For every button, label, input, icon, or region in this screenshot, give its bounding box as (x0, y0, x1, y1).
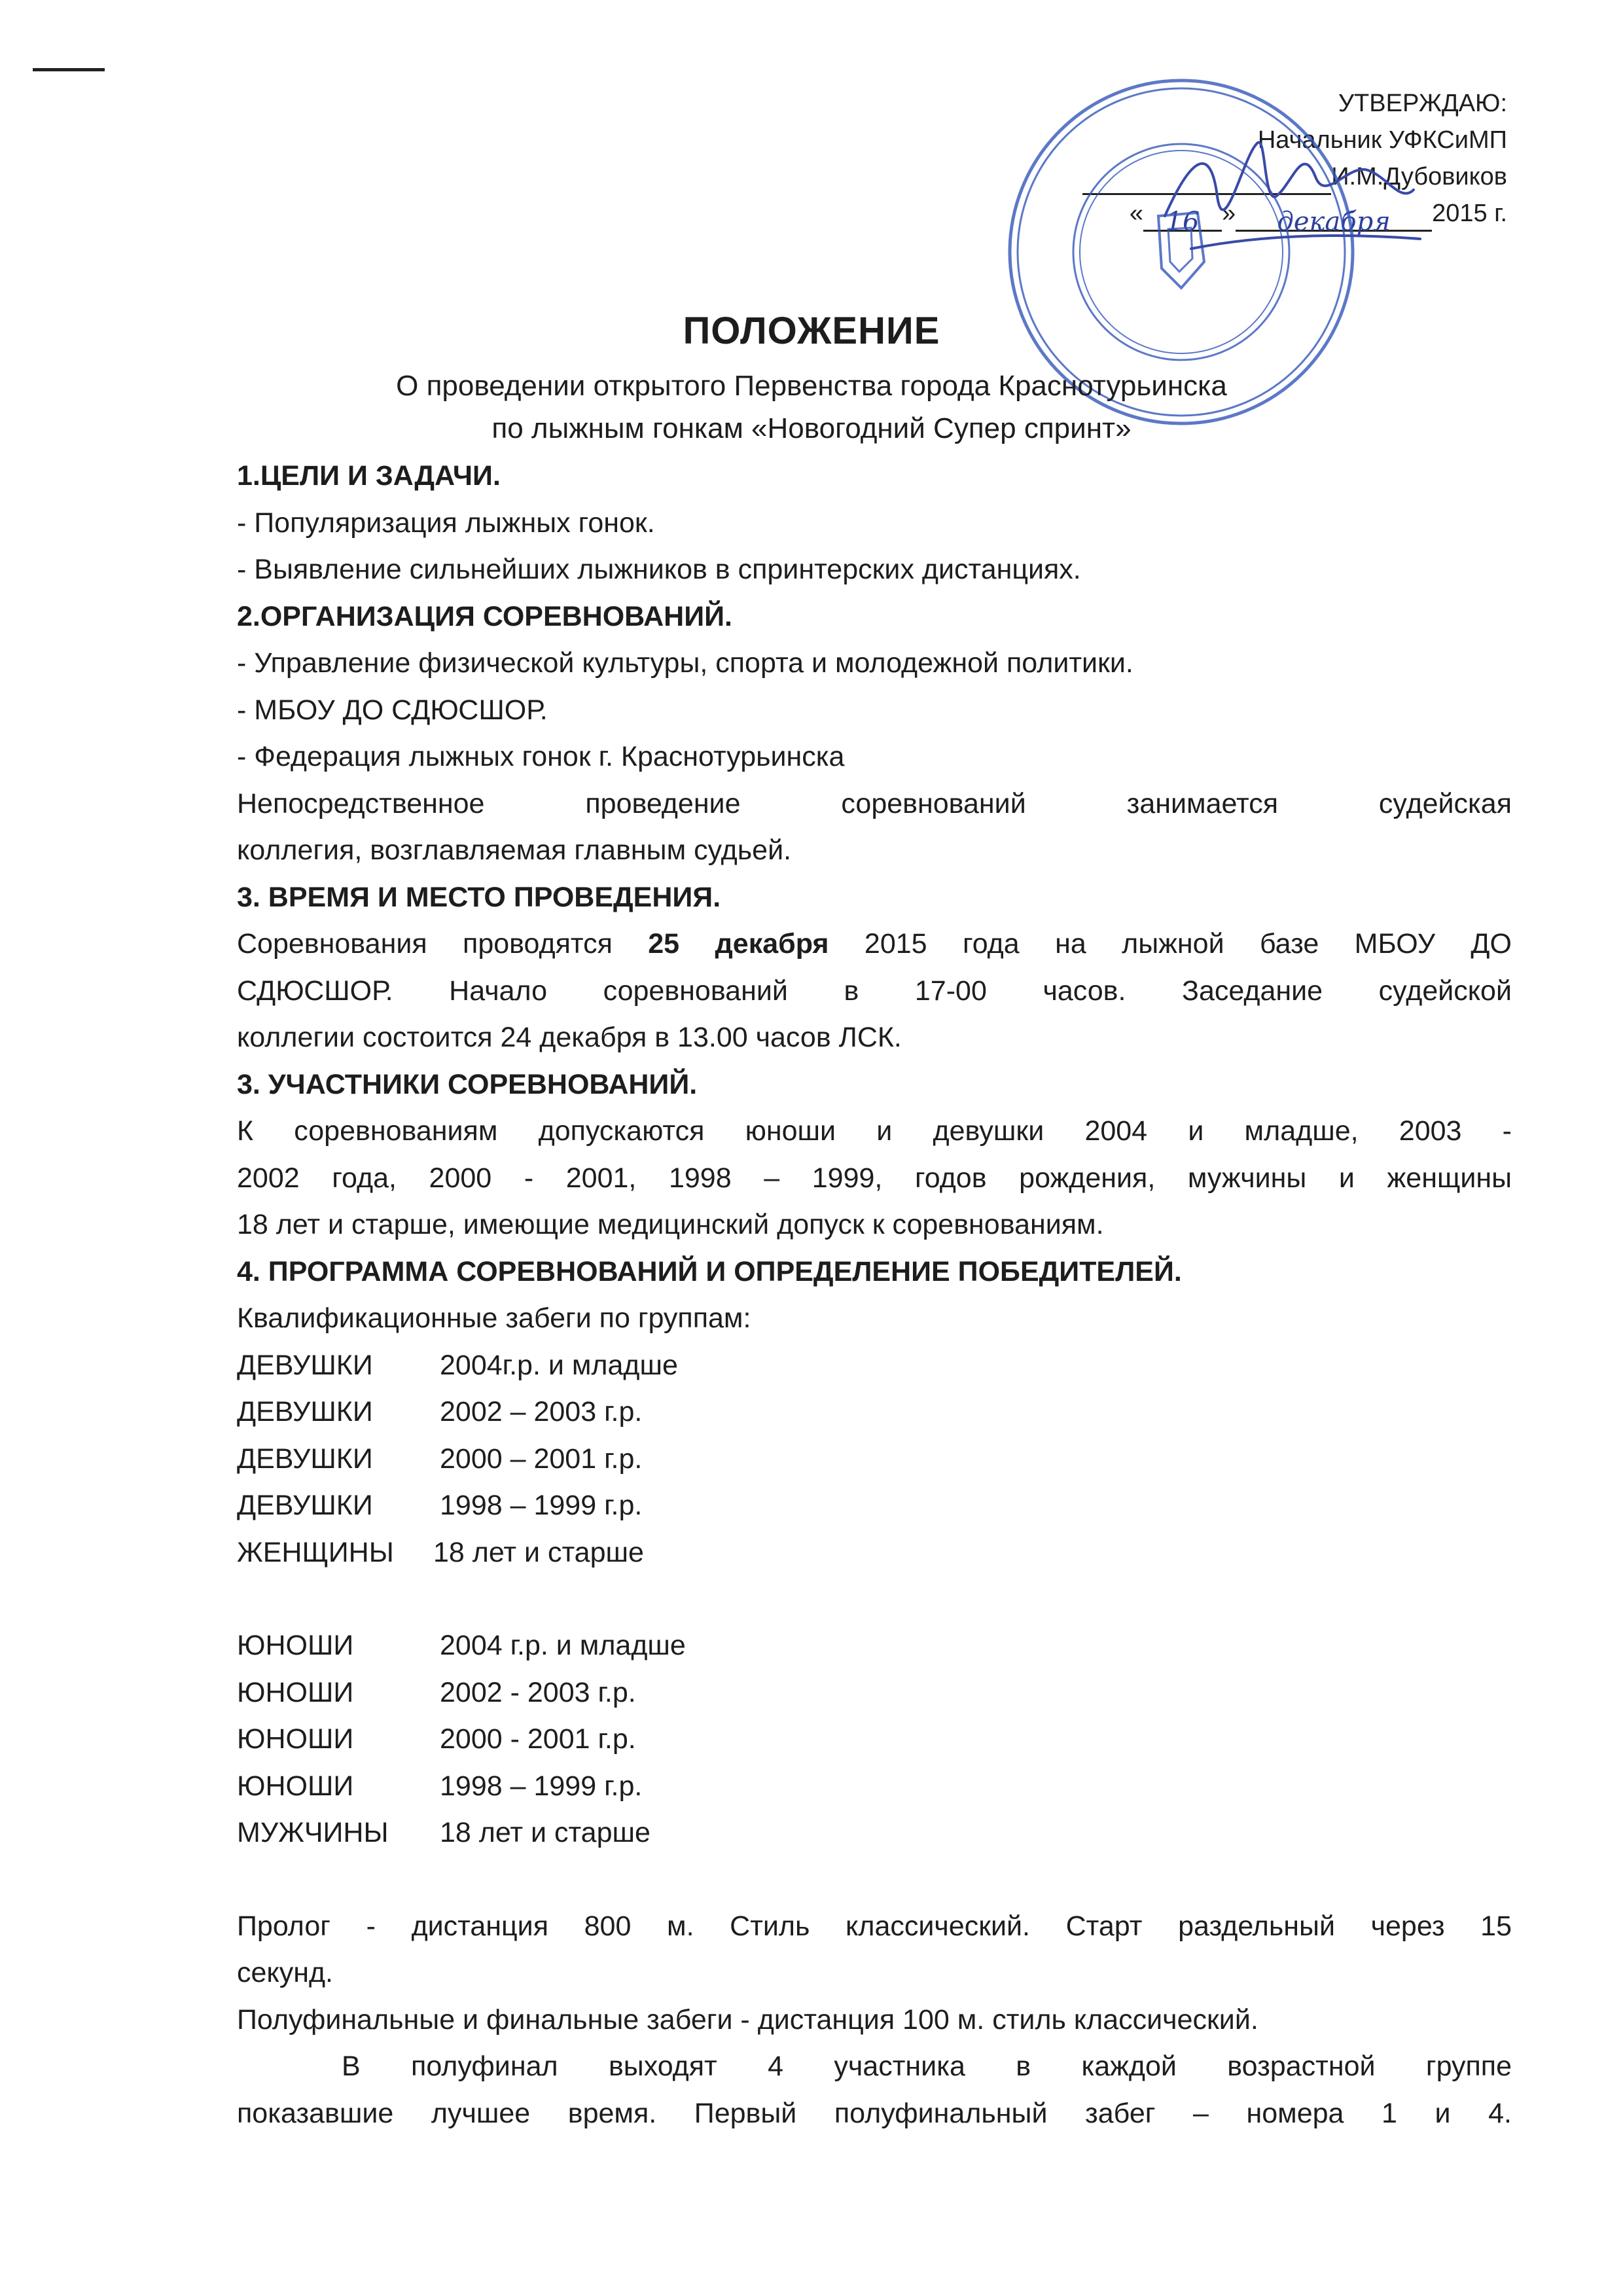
list-item (237, 1389, 1512, 1436)
group-name: ДЕВУШКИ (237, 1443, 373, 1475)
section-3-line-1 (237, 921, 1512, 968)
approver-position: Начальник УФКСиМП (1257, 126, 1507, 154)
group-name: ЖЕНЩИНЫ (237, 1536, 394, 1568)
date-open-quote: « (1129, 200, 1143, 227)
list-item (237, 1670, 1512, 1717)
list-item (237, 1763, 1512, 1810)
group-years: 2002 - 2003 г.р. (440, 1676, 636, 1708)
list-item (237, 1342, 1512, 1390)
group-years: 18 лет и старше (440, 1817, 651, 1848)
semifinal-line: Полуфинальные и финальные забеги - дистанция 100 м. стиль классический. (237, 2003, 1258, 2036)
group-name: ДЕВУШКИ (237, 1490, 373, 1521)
section-3-heading: 3. ВРЕМЯ И МЕСТО ПРОВЕДЕНИЯ. (237, 881, 721, 913)
group-name: ЮНОШИ (237, 1630, 354, 1661)
group-years: 2000 - 2001 г.р. (440, 1723, 636, 1755)
group-name: ДЕВУШКИ (237, 1396, 373, 1427)
group-name: ДЕВУШКИ (237, 1349, 373, 1381)
approve-word: УТВЕРЖДАЮ: (1338, 90, 1507, 117)
group-name: ЮНОШИ (237, 1770, 354, 1802)
list-item (237, 1810, 1512, 1857)
section-2-heading: 2.ОРГАНИЗАЦИЯ СОРЕВНОВАНИЙ. (237, 600, 732, 632)
prolog-line-1: Пролог - дистанция 800 м. Стиль классический. Старт раздельный через 15 (237, 1910, 1512, 1942)
female-groups-list (237, 1342, 1512, 1577)
section-2-paragraph-line-2: коллегия, возглавляемая главным судьей. (237, 834, 792, 866)
handwritten-signature (1152, 118, 1427, 288)
section-3-line-3: коллегии состоится 24 декабря в 13.00 часов ЛСК. (237, 1022, 902, 1053)
group-years: 2004 г.р. и младше (440, 1630, 686, 1661)
section-5-heading: 4. ПРОГРАММА СОРЕВНОВАНИЙ И ОПРЕДЕЛЕНИЕ ПОБЕДИТЕЛЕЙ. (237, 1255, 1182, 1287)
male-groups-list (237, 1623, 1512, 1857)
date-day: 16 (1166, 207, 1200, 237)
list-item (237, 1623, 1512, 1670)
document-title: ПОЛОЖЕНИЕ (683, 310, 940, 352)
section-5-intro: Квалификационные забеги по группам: (237, 1302, 751, 1334)
group-years: 2004г.р. и младше (440, 1349, 678, 1381)
date-month: декабря (1277, 207, 1391, 237)
section-4-line-2: 2002 года, 2000 - 2001, 1998 – 1999, годов рождения, мужчины и женщины (237, 1162, 1512, 1194)
group-years: 18 лет и старше (433, 1536, 644, 1568)
list-item (237, 1436, 1512, 1483)
group-name: МУЖЧИНЫ (237, 1817, 389, 1848)
section-3-line-1-a: Соревнования проводятся (237, 928, 649, 960)
group-years: 1998 – 1999 г.р. (440, 1770, 643, 1802)
section-4-heading: 3. УЧАСТНИКИ СОРЕВНОВАНИЙ. (237, 1068, 698, 1100)
section-4-line-1: К соревнованиям допускаются юноши и девушки 2004 и младше, 2003 - (237, 1115, 1512, 1147)
section-2-item-3: - Федерация лыжных гонок г. Краснотурьинска (237, 741, 845, 772)
prolog-line-2: секунд. (237, 1957, 333, 1988)
group-name: ЮНОШИ (237, 1676, 354, 1708)
list-item (237, 1716, 1512, 1763)
group-name: ЮНОШИ (237, 1723, 354, 1755)
group-years: 1998 – 1999 г.р. (440, 1490, 643, 1521)
list-gap (237, 1576, 1512, 1623)
semifinal-paragraph-line-2: показавшие лучшее время. Первый полуфинальный забег – номера 1 и 4. (237, 2097, 1512, 2129)
scan-corner-mark (33, 68, 105, 71)
section-3-line-1-b: 2015 года на лыжной базе МБОУ ДО (829, 928, 1512, 960)
section-3-line-2: СДЮСШОР. Начало соревнований в 17-00 часов. Заседание судейской (237, 975, 1512, 1007)
list-gap (237, 1857, 1512, 1903)
document-body (237, 453, 1512, 2137)
section-2-paragraph-line-1: Непосредственное проведение соревнований занимается судейская (237, 787, 1512, 819)
date-year: 2015 г. (1432, 200, 1507, 227)
group-years: 2002 – 2003 г.р. (440, 1396, 643, 1427)
semifinal-paragraph-line-1: В полуфинал выходят 4 участника в каждой возрастной группе (342, 2051, 1512, 2082)
date-close-quote: » (1221, 200, 1236, 227)
approver-name: И.М.Дубовиков (1331, 163, 1507, 190)
document-subtitle-2: по лыжным гонкам «Новогодний Супер спринт» (491, 412, 1132, 444)
list-item (237, 1482, 1512, 1530)
section-1-item-2: - Выявление сильнейших лыжников в спринтерских дистанциях. (237, 554, 1081, 585)
section-1-heading: 1.ЦЕЛИ И ЗАДАЧИ. (237, 460, 501, 492)
section-1-item-1: - Популяризация лыжных гонок. (237, 507, 655, 539)
section-2-item-1: - Управление физической культуры, спорта и молодежной политики. (237, 647, 1133, 679)
document-subtitle-1: О проведении открытого Первенства города Краснотурьинска (396, 370, 1227, 402)
section-2-item-2: - МБОУ ДО СДЮСШОР. (237, 694, 548, 726)
list-item (237, 1530, 1512, 1577)
group-years: 2000 – 2001 г.р. (440, 1443, 643, 1475)
section-4-line-3: 18 лет и старше, имеющие медицинский допуск к соревнованиям. (237, 1209, 1104, 1240)
event-date: 25 декабря (648, 928, 829, 960)
